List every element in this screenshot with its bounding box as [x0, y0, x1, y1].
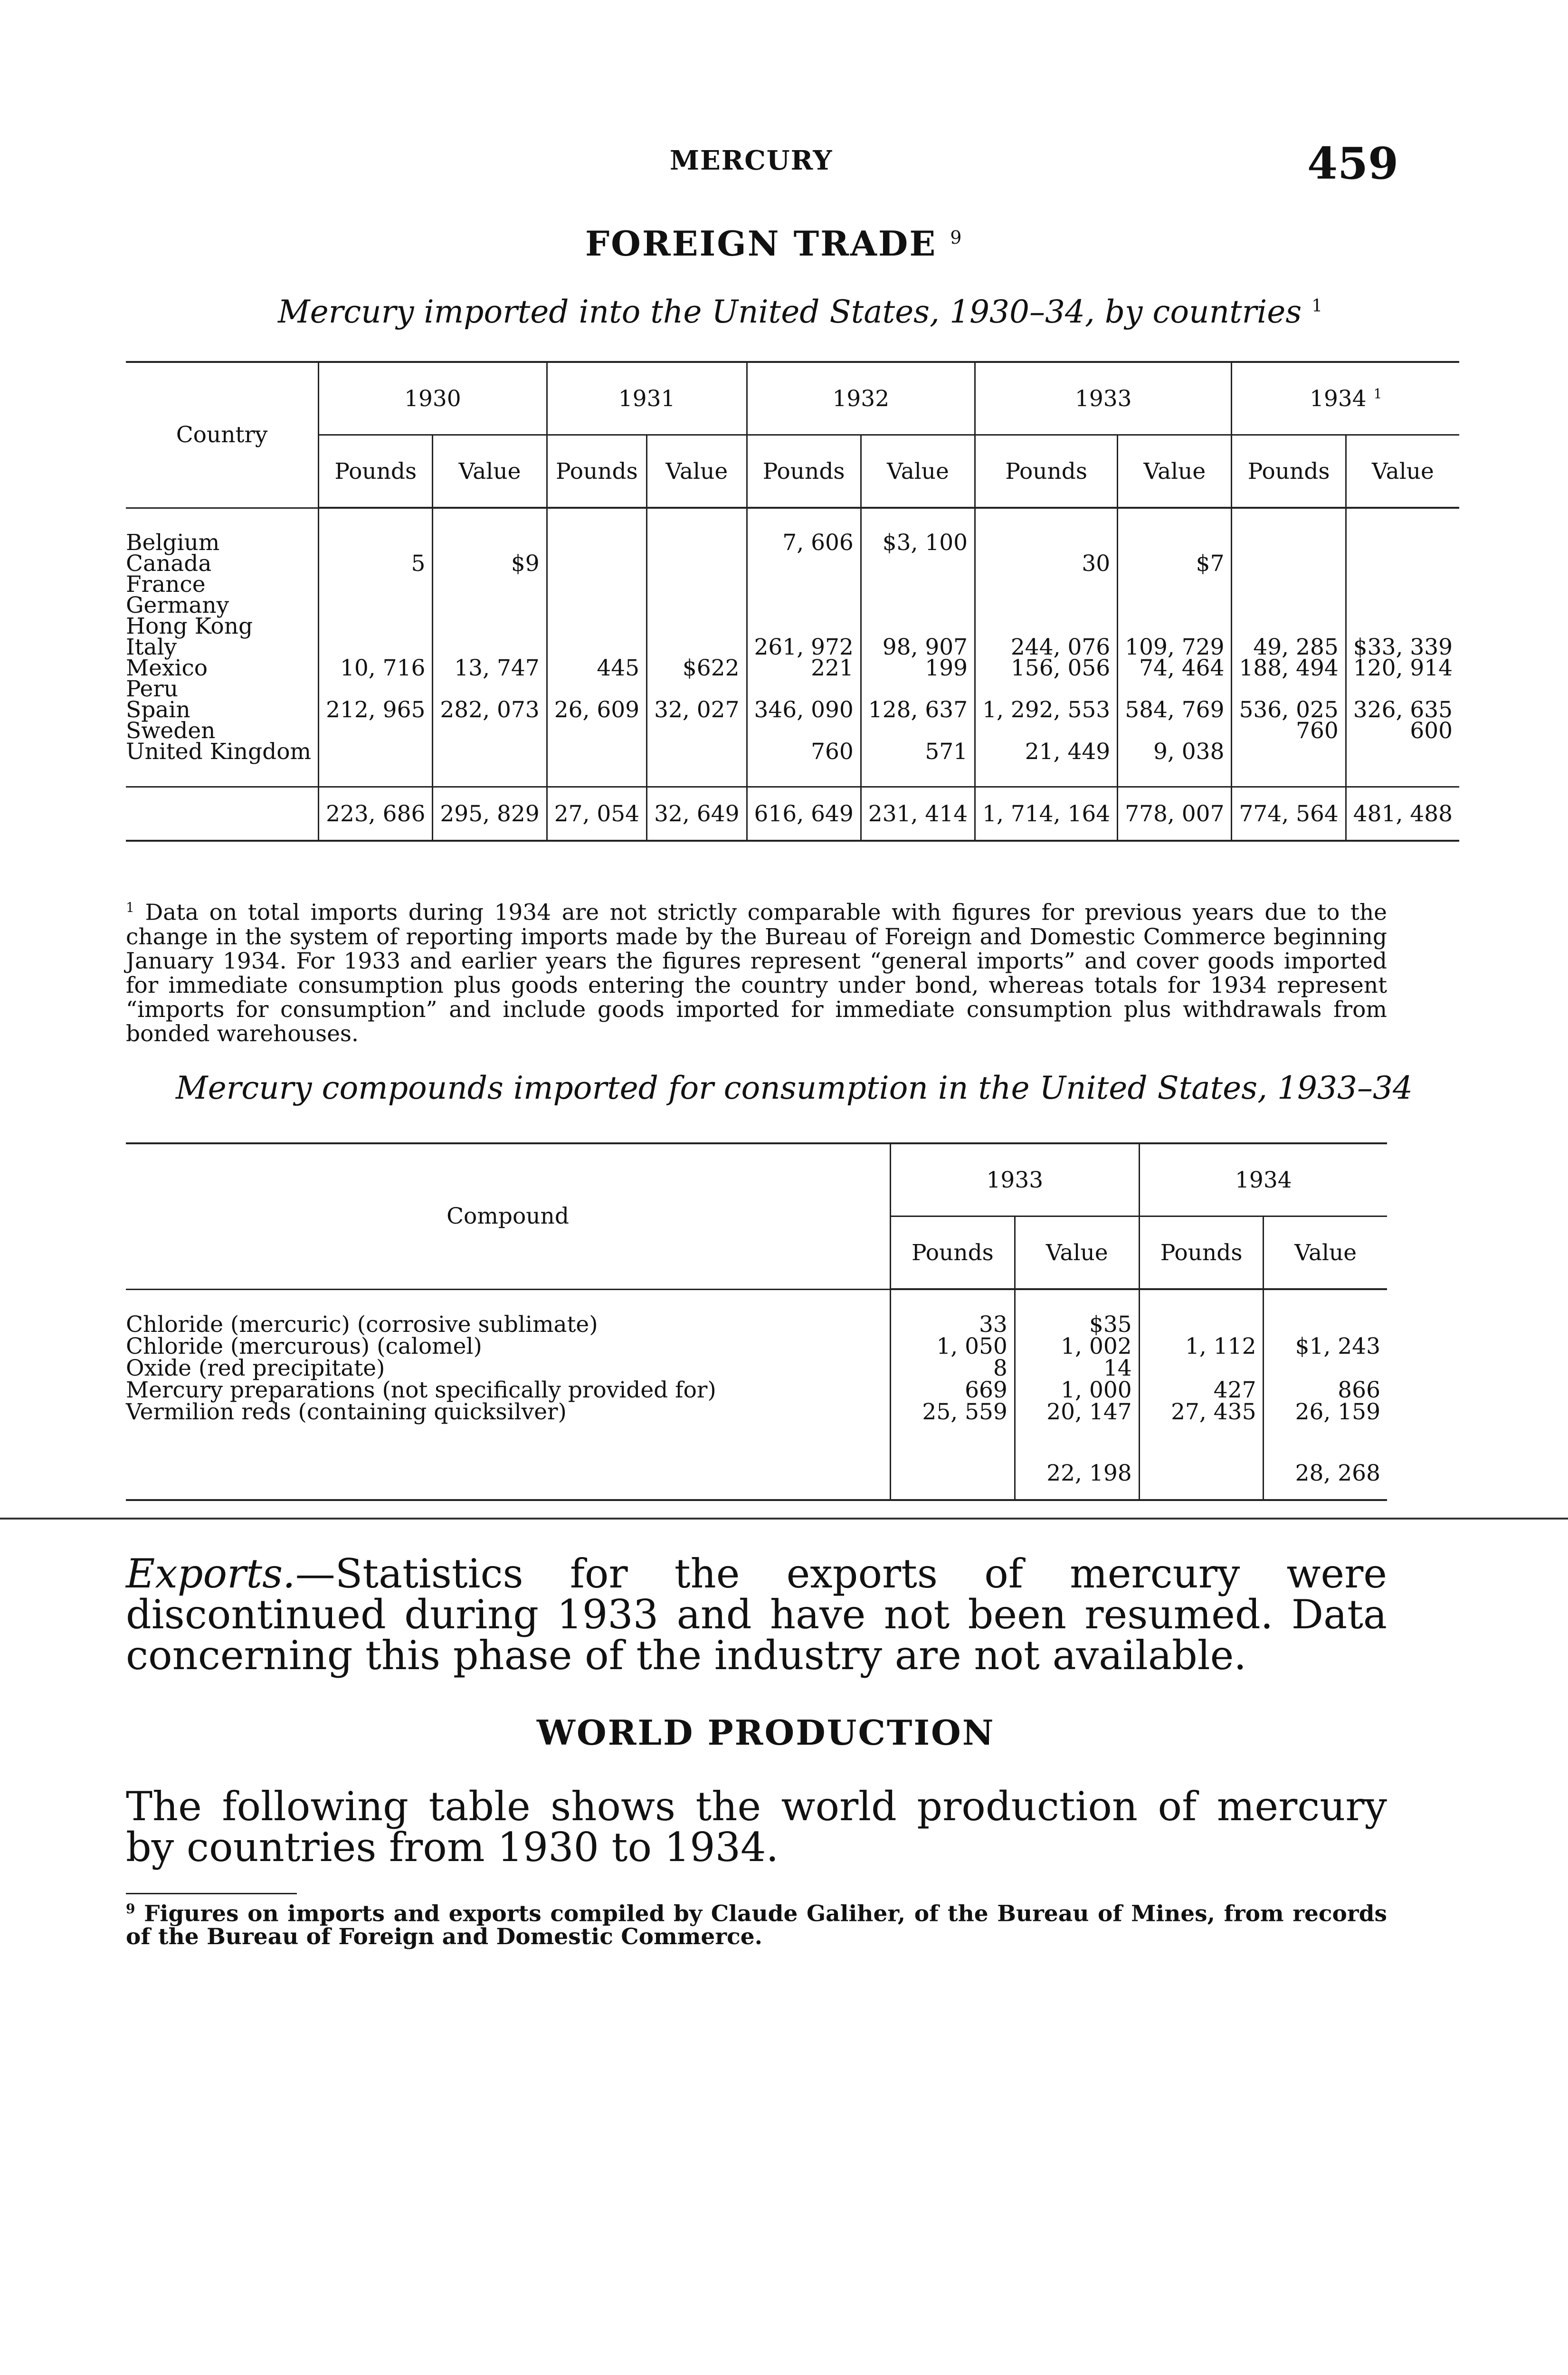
value-cell	[1346, 532, 1459, 553]
spacer-cell	[1139, 1289, 1264, 1314]
value-cell: $1, 243	[1264, 1336, 1387, 1358]
value-cell: 26, 159	[1264, 1401, 1387, 1423]
spacer-cell	[319, 762, 433, 787]
value-cell	[433, 721, 547, 741]
value-cell	[1264, 1314, 1387, 1336]
section-heading-world-production: WORLD PRODUCTION	[537, 1712, 995, 1753]
value-cell	[861, 553, 975, 574]
value-cell: 20, 147	[1015, 1401, 1139, 1423]
table-row	[126, 1314, 1387, 1336]
totals-label-cell	[126, 787, 319, 841]
value-cell	[433, 616, 547, 637]
pounds-header: Pounds	[1232, 435, 1346, 508]
pounds-cell: 445	[547, 658, 646, 679]
country-name: Germany	[126, 592, 229, 618]
pounds-cell: 1, 050	[891, 1336, 1015, 1358]
value-header: Value	[861, 435, 975, 508]
spacer-cell	[1346, 762, 1459, 787]
value-cell: $33, 339	[1346, 637, 1459, 658]
table-row	[126, 553, 1459, 574]
pounds-cell: 221	[747, 658, 861, 679]
pounds-cell	[319, 616, 433, 637]
pounds-header: Pounds	[891, 1216, 1015, 1290]
pounds-cell	[547, 616, 646, 637]
pounds-cell: 669	[891, 1379, 1015, 1401]
totals-label-cell	[126, 1447, 891, 1500]
value-cell: $3, 100	[861, 532, 975, 553]
value-cell	[647, 721, 747, 741]
pounds-cell	[1139, 1358, 1264, 1379]
table-row	[126, 1358, 1387, 1379]
table-row	[126, 1379, 1387, 1401]
pounds-cell	[975, 574, 1118, 595]
pounds-cell	[547, 595, 646, 616]
value-cell	[647, 553, 747, 574]
value-cell	[861, 574, 975, 595]
value-cell: $35	[1015, 1314, 1139, 1336]
year-header	[1232, 362, 1459, 435]
spacer-row	[126, 1423, 1387, 1447]
value-cell: 866	[1264, 1379, 1387, 1401]
imports-table-body	[126, 508, 1459, 841]
value-cell	[433, 741, 547, 762]
total-cell	[1139, 1447, 1264, 1500]
footnote-marker: 1	[126, 900, 134, 915]
value-cell	[647, 741, 747, 762]
pounds-cell: 27, 435	[1139, 1401, 1264, 1423]
value-header: Value	[1015, 1216, 1139, 1290]
value-header: Value	[647, 435, 747, 508]
year-header: 1931	[547, 362, 747, 435]
value-cell	[1118, 595, 1232, 616]
total-cell: 22, 198	[1015, 1447, 1139, 1500]
value-cell	[1346, 741, 1459, 762]
compounds-table-caption: Mercury compounds imported for consumption in the United States, 1933–34	[176, 1070, 1413, 1106]
value-cell	[433, 574, 547, 595]
value-cell: 14	[1015, 1358, 1139, 1379]
pounds-cell	[747, 553, 861, 574]
value-header: Value	[433, 435, 547, 508]
pounds-cell: 212, 965	[319, 700, 433, 721]
country-name: United Kingdom	[126, 739, 312, 765]
spacer-row	[126, 762, 1459, 787]
spacer-cell	[647, 508, 747, 532]
value-cell	[647, 532, 747, 553]
horizontal-rule	[0, 1518, 1568, 1520]
pounds-cell	[1232, 574, 1346, 595]
pounds-cell	[319, 741, 433, 762]
year-header: 1933	[891, 1143, 1140, 1216]
spacer-cell	[1015, 1423, 1139, 1447]
value-cell: 128, 637	[861, 700, 975, 721]
total-cell: 28, 268	[1264, 1447, 1387, 1500]
spacer-cell	[975, 762, 1118, 787]
compound-name: Mercury preparations (not specifically provided for)	[126, 1377, 716, 1403]
year-header: 1933	[975, 362, 1232, 435]
country-name: Spain	[126, 697, 190, 723]
value-header: Value	[1264, 1216, 1387, 1290]
pounds-cell	[1232, 532, 1346, 553]
pounds-cell: 25, 559	[891, 1401, 1015, 1423]
spacer-cell	[1264, 1289, 1387, 1314]
pounds-cell	[547, 532, 646, 553]
pounds-cell: 1, 292, 553	[975, 700, 1118, 721]
value-cell: 109, 729	[1118, 637, 1232, 658]
spacer-cell	[1264, 1423, 1387, 1447]
value-cell	[861, 595, 975, 616]
total-cell: 616, 649	[747, 787, 861, 841]
pounds-header: Pounds	[747, 435, 861, 508]
spacer-cell	[547, 762, 646, 787]
spacer-cell	[891, 1423, 1015, 1447]
value-cell: $9	[433, 553, 547, 574]
pounds-cell: 536, 025	[1232, 700, 1346, 721]
pounds-cell	[747, 574, 861, 595]
spacer-cell	[1015, 1289, 1139, 1314]
spacer-cell	[126, 1289, 891, 1314]
value-cell: $7	[1118, 553, 1232, 574]
value-cell	[1264, 1358, 1387, 1379]
spacer-cell	[747, 508, 861, 532]
total-cell: 223, 686	[319, 787, 433, 841]
section-heading-text: FOREIGN TRADE	[585, 223, 937, 264]
total-cell: 32, 649	[647, 787, 747, 841]
spacer-cell	[126, 1423, 891, 1447]
world-production-paragraph: The following table shows the world production of mercury by countries from 1930 to 1934.	[126, 1783, 1387, 1871]
pounds-cell: 188, 494	[1232, 658, 1346, 679]
total-cell: 774, 564	[1232, 787, 1346, 841]
pounds-cell	[1139, 1314, 1264, 1336]
pounds-cell: 5	[319, 553, 433, 574]
pounds-cell	[1232, 595, 1346, 616]
spacer-cell	[1139, 1423, 1264, 1447]
year-header: 1932	[747, 362, 975, 435]
value-cell: 13, 747	[433, 658, 547, 679]
value-cell: 120, 914	[1346, 658, 1459, 679]
value-cell: 584, 769	[1118, 700, 1232, 721]
compounds-table-body	[126, 1289, 1387, 1500]
spacer-cell	[1232, 762, 1346, 787]
total-cell: 481, 488	[1346, 787, 1459, 841]
spacer-cell	[433, 508, 547, 532]
value-cell	[433, 595, 547, 616]
table-row	[126, 721, 1459, 741]
pounds-cell: 10, 716	[319, 658, 433, 679]
footnote-rule	[126, 1893, 297, 1894]
value-cell: 600	[1346, 721, 1459, 741]
table-row	[126, 532, 1459, 553]
country-name: Canada	[126, 551, 212, 577]
total-cell	[891, 1447, 1015, 1500]
imports-caption-text: Mercury imported into the United States, 1930–34, by countries	[278, 294, 1302, 330]
spacer-cell	[747, 762, 861, 787]
spacer-cell	[861, 762, 975, 787]
value-cell: 1, 000	[1015, 1379, 1139, 1401]
year-header: 1934	[1139, 1143, 1387, 1216]
footnote-1	[126, 895, 1387, 1046]
pounds-cell	[547, 574, 646, 595]
value-header: Value	[1346, 435, 1459, 508]
footnote-text: Data on total imports during 1934 are not strictly comparable with figures for previous years due to the change in the system of reporting imports made by the Bureau of Foreign and Domestic Commerce beginning January 1934. For 1933 and earlier years the figures represent “general imports” and cover goods imported for immediate consumption plus goods entering the country under bond, whereas totals for 1934 represent “imports for consumption” and include goods imported for immediate consumption plus withdrawals from bonded warehouses.	[126, 899, 1387, 1047]
running-head: MERCURY	[670, 145, 833, 176]
imports-year-header-row	[126, 362, 1459, 435]
pounds-cell	[1232, 741, 1346, 762]
table-row	[126, 574, 1459, 595]
spacer-cell	[319, 508, 433, 532]
pounds-cell: 8	[891, 1358, 1015, 1379]
pounds-cell	[547, 721, 646, 741]
value-cell: 74, 464	[1118, 658, 1232, 679]
table-row	[126, 700, 1459, 721]
value-cell: 199	[861, 658, 975, 679]
imports-table	[126, 361, 1459, 842]
footnote-marker: 9	[126, 1901, 135, 1917]
pounds-cell	[547, 553, 646, 574]
pounds-header: Pounds	[975, 435, 1118, 508]
footnote-ref-1: 1	[1373, 385, 1382, 401]
spacer-cell	[433, 762, 547, 787]
table-row	[126, 1336, 1387, 1358]
country-name: Hong Kong	[126, 613, 253, 639]
country-name: France	[126, 571, 206, 598]
table-row	[126, 741, 1459, 762]
country-name: Mexico	[126, 655, 208, 681]
exports-paragraph	[126, 1550, 1387, 1679]
spacer-cell	[975, 508, 1118, 532]
total-cell: 231, 414	[861, 787, 975, 841]
table-row	[126, 1401, 1387, 1423]
pounds-cell	[975, 595, 1118, 616]
compounds-year-header-row	[126, 1143, 1387, 1216]
compound-name: Chloride (mercuric) (corrosive sublimate)	[126, 1311, 598, 1338]
pounds-cell	[1232, 553, 1346, 574]
spacer-row	[126, 508, 1459, 532]
table-row	[126, 595, 1459, 616]
pounds-cell	[547, 741, 646, 762]
year-header: 1930	[319, 362, 547, 435]
spacer-cell	[1346, 508, 1459, 532]
compound-name: Oxide (red precipitate)	[126, 1355, 385, 1381]
pounds-cell: 33	[891, 1314, 1015, 1336]
value-cell: $622	[647, 658, 747, 679]
pounds-cell: 21, 449	[975, 741, 1118, 762]
pounds-cell: 261, 972	[747, 637, 861, 658]
spacer-cell	[861, 508, 975, 532]
total-cell: 778, 007	[1118, 787, 1232, 841]
total-cell: 27, 054	[547, 787, 646, 841]
spacer-cell	[126, 762, 319, 787]
pounds-cell: 244, 076	[975, 637, 1118, 658]
pounds-cell: 427	[1139, 1379, 1264, 1401]
value-cell: 1, 002	[1015, 1336, 1139, 1358]
imports-subheader-row	[126, 435, 1459, 508]
value-cell: 32, 027	[647, 700, 747, 721]
value-cell: 9, 038	[1118, 741, 1232, 762]
pounds-cell: 30	[975, 553, 1118, 574]
exports-text: —Statistics for the exports of mercury were discontinued during 1933 and have not been resumed. Data concerning this phase of the industry are not available.	[126, 1550, 1387, 1679]
spacer-row	[126, 1289, 1387, 1314]
compound-column-header: Compound	[126, 1143, 891, 1289]
pounds-cell: 1, 112	[1139, 1336, 1264, 1358]
pounds-cell: 760	[747, 741, 861, 762]
totals-row	[126, 787, 1459, 841]
spacer-cell	[1118, 508, 1232, 532]
pounds-cell: 7, 606	[747, 532, 861, 553]
table-row	[126, 658, 1459, 679]
compound-name: Chloride (mercurous) (calomel)	[126, 1333, 482, 1359]
compounds-table	[126, 1142, 1387, 1501]
spacer-cell	[891, 1289, 1015, 1314]
footnote-text: Figures on imports and exports compiled by Claude Galiher, of the Bureau of Mines, from records of the Bureau of Foreign and Domestic Commerce.	[126, 1900, 1387, 1950]
spacer-cell	[1232, 508, 1346, 532]
footnote-9	[126, 1898, 1387, 1948]
value-cell	[1118, 574, 1232, 595]
pounds-cell: 49, 285	[1232, 637, 1346, 658]
spacer-cell	[1118, 762, 1232, 787]
pounds-cell: 346, 090	[747, 700, 861, 721]
pounds-header: Pounds	[1139, 1216, 1264, 1290]
pounds-cell: 26, 609	[547, 700, 646, 721]
pounds-cell	[747, 595, 861, 616]
value-cell	[1346, 553, 1459, 574]
pounds-header: Pounds	[547, 435, 646, 508]
pounds-cell	[319, 721, 433, 741]
imports-table-caption	[278, 294, 1322, 330]
value-cell	[1346, 595, 1459, 616]
pounds-cell: 760	[1232, 721, 1346, 741]
value-header: Value	[1118, 435, 1232, 508]
country-column-header: Country	[126, 362, 319, 508]
value-cell	[647, 616, 747, 637]
spacer-cell	[126, 508, 319, 532]
value-cell	[647, 595, 747, 616]
country-name: Belgium	[126, 530, 220, 556]
value-cell: 282, 073	[433, 700, 547, 721]
spacer-cell	[647, 762, 747, 787]
totals-row	[126, 1447, 1387, 1500]
pounds-cell	[319, 574, 433, 595]
value-cell: 326, 635	[1346, 700, 1459, 721]
footnote-ref-9: 9	[950, 227, 963, 248]
pounds-cell	[319, 595, 433, 616]
pounds-header: Pounds	[319, 435, 433, 508]
value-cell	[647, 574, 747, 595]
country-name: Italy	[126, 634, 177, 660]
compound-name: Vermilion reds (containing quicksilver)	[126, 1399, 567, 1425]
year-header-text: 1934	[1310, 385, 1367, 412]
footnote-ref-1: 1	[1311, 296, 1323, 316]
country-name: Sweden	[126, 718, 216, 744]
total-cell: 295, 829	[433, 787, 547, 841]
value-cell: 98, 907	[861, 637, 975, 658]
value-cell	[1346, 574, 1459, 595]
section-heading-foreign-trade	[585, 223, 963, 264]
country-name: Peru	[126, 676, 179, 702]
page-number: 459	[1307, 138, 1399, 189]
spacer-cell	[547, 508, 646, 532]
total-cell: 1, 714, 164	[975, 787, 1118, 841]
exports-lead: Exports.	[126, 1550, 295, 1597]
value-cell: 571	[861, 741, 975, 762]
pounds-cell: 156, 056	[975, 658, 1118, 679]
